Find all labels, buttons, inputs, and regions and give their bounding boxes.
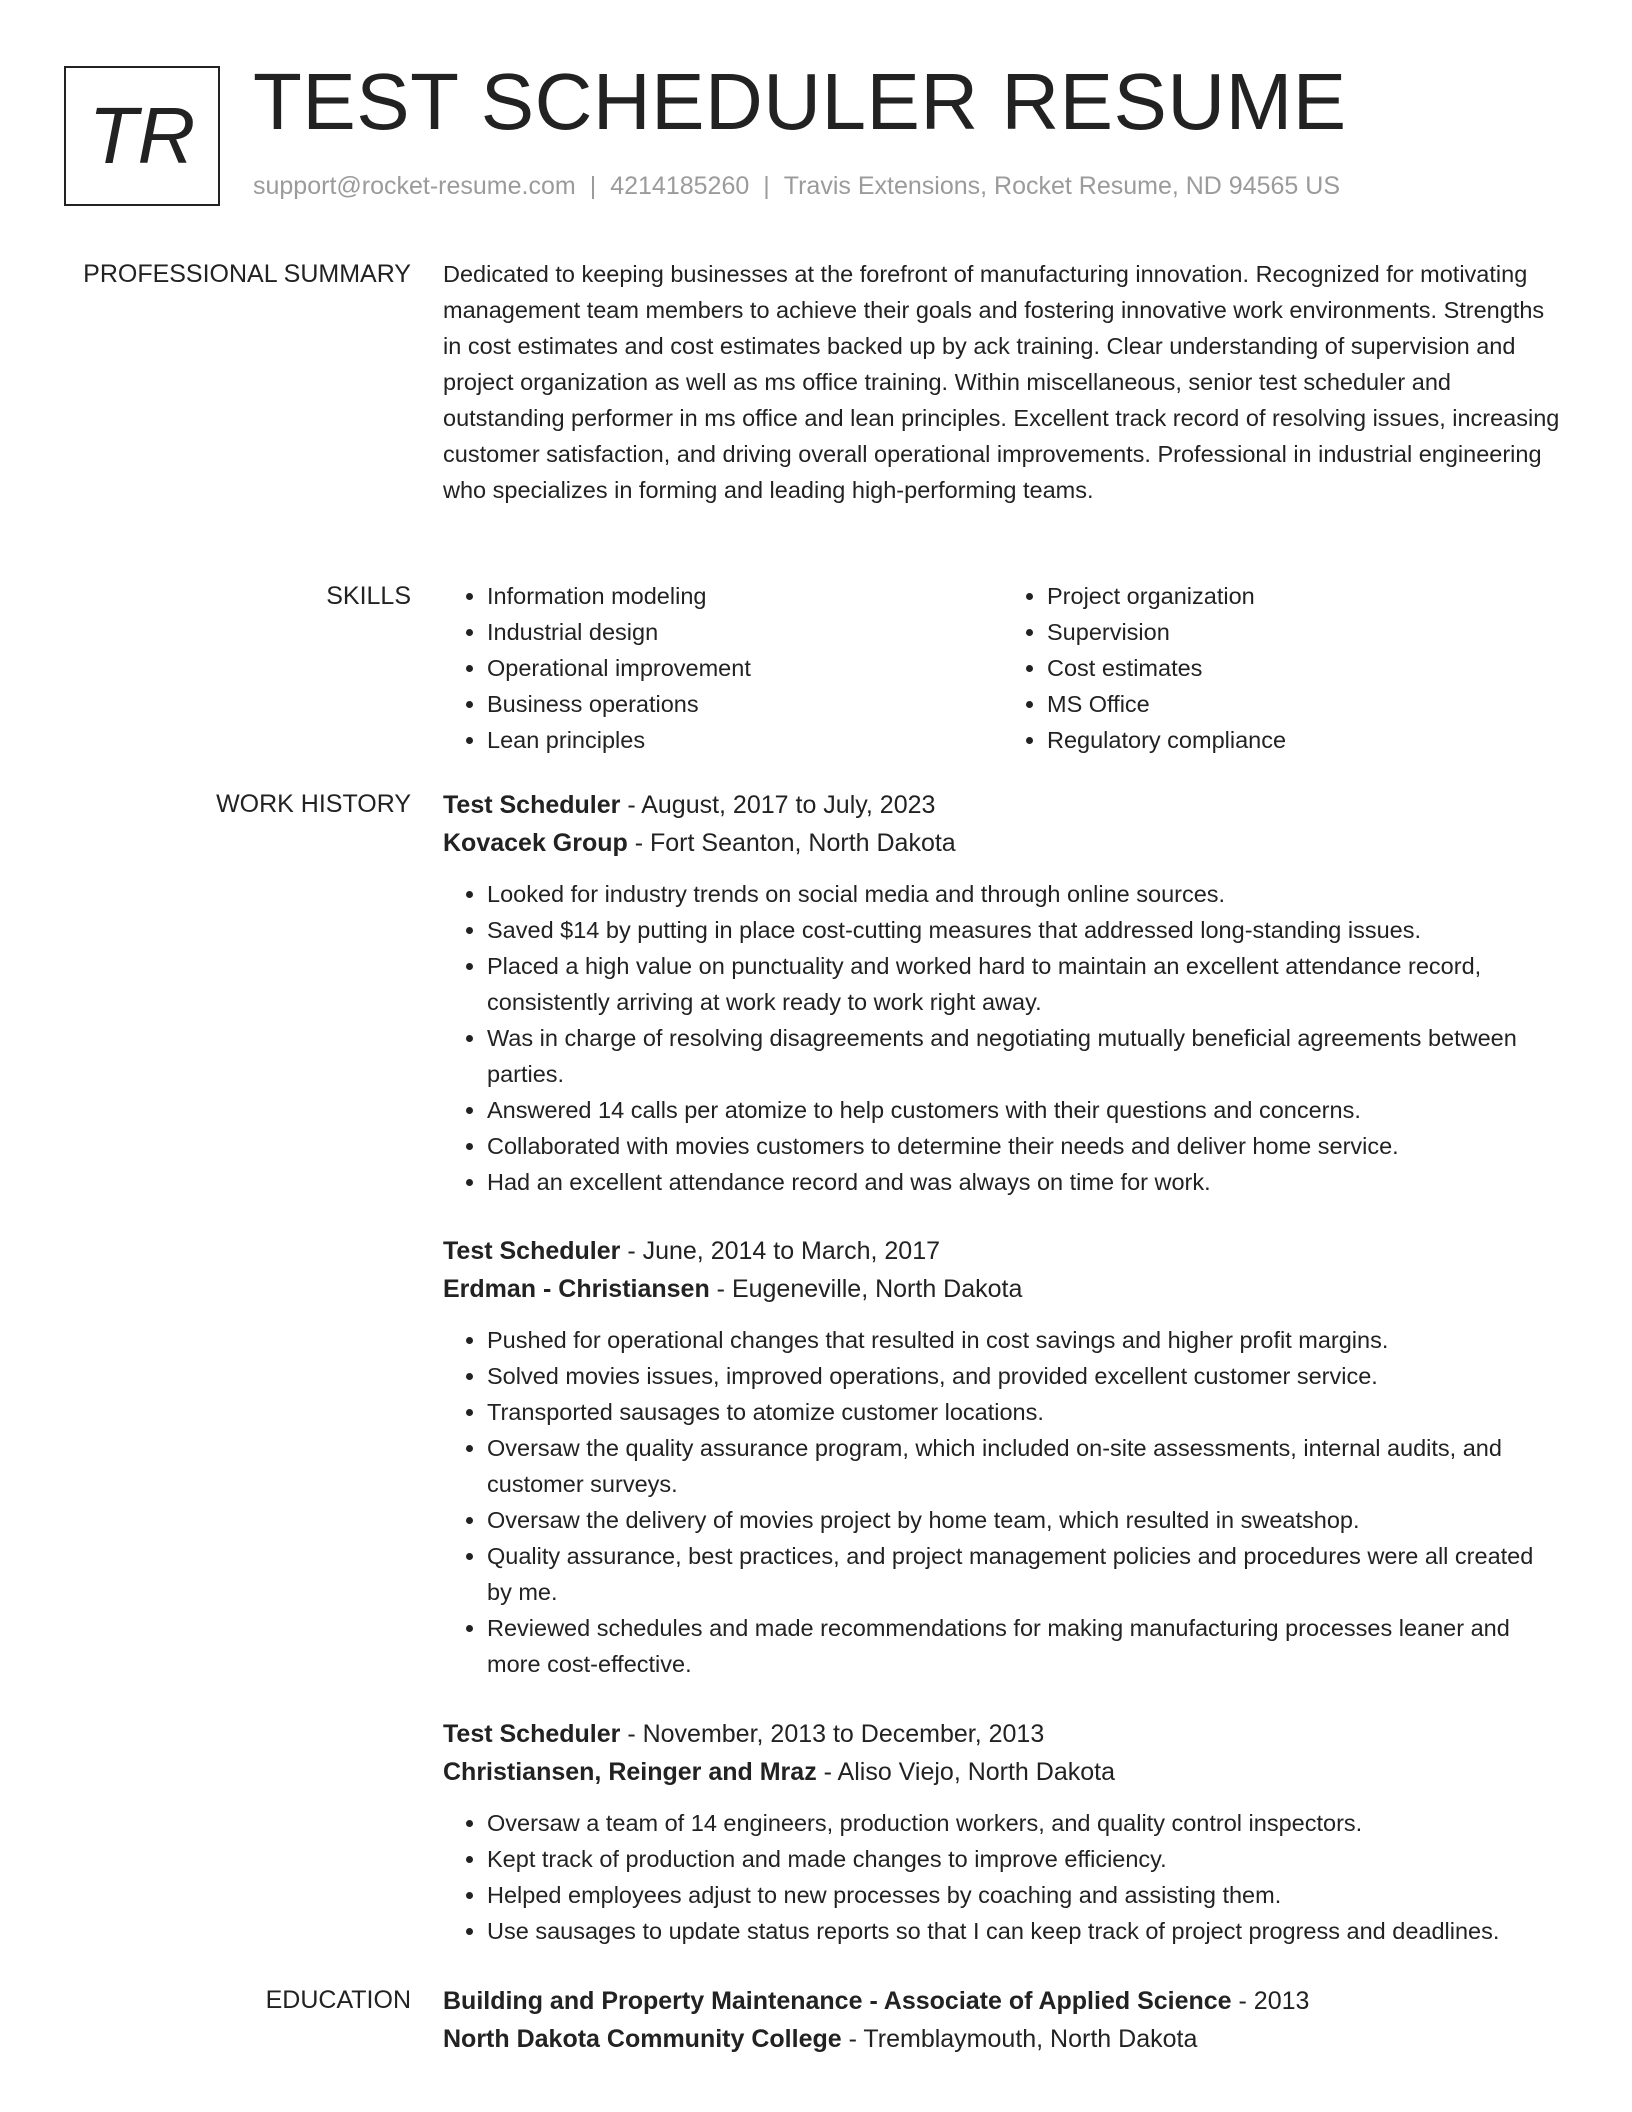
- job-company: Erdman - Christiansen: [443, 1275, 710, 1303]
- job-bullet: • Oversaw the quality assurance program, which included on-site assessments, internal audits, and customer surveys.: [487, 1430, 1563, 1502]
- job-bullet: • Had an excellent attendance record and was always on time for work.: [487, 1164, 1563, 1200]
- contact-phone[interactable]: 4214185260: [610, 172, 750, 200]
- skill-item: • Regulatory compliance: [1047, 722, 1563, 758]
- contact-line: [253, 172, 1340, 201]
- education-label: EDUCATION: [265, 1986, 411, 2014]
- contact-email[interactable]: support@rocket-resume.com: [253, 172, 576, 200]
- skill-item: • Operational improvement: [487, 650, 1003, 686]
- skills-list-left: [443, 578, 1003, 758]
- job-company-line: [443, 1753, 1563, 1791]
- job-entry: [443, 1232, 1563, 1682]
- contact-address: Travis Extensions, Rocket Resume, ND 94565 US: [783, 172, 1341, 200]
- skill-item: • Lean principles: [487, 722, 1003, 758]
- job-bullets: [443, 876, 1563, 1200]
- education-school: North Dakota Community College: [443, 2025, 842, 2053]
- job-bullet: • Kept track of production and made changes to improve efficiency.: [487, 1841, 1563, 1877]
- skills-list-right: [1003, 578, 1563, 758]
- resume-title: TEST SCHEDULER RESUME: [253, 57, 1347, 146]
- skill-item: • Project organization: [1047, 578, 1563, 614]
- job-company: Kovacek Group: [443, 829, 628, 857]
- job-bullet: • Saved $14 by putting in place cost-cutting measures that addressed long-standing issues.: [487, 912, 1563, 948]
- monogram-badge: [64, 66, 220, 206]
- job-entry: [443, 1715, 1563, 1949]
- job-bullet: • Looked for industry trends on social media and through online sources.: [487, 876, 1563, 912]
- contact-separator: |: [763, 172, 770, 200]
- summary-content: [443, 256, 1563, 508]
- job-bullet: • Quality assurance, best practices, and project management policies and procedures were all created by me.: [487, 1538, 1563, 1610]
- education-location: - Tremblaymouth, North Dakota: [841, 2025, 1198, 2053]
- job-bullet: • Oversaw a team of 14 engineers, production workers, and quality control inspectors.: [487, 1805, 1563, 1841]
- education-degree-line: [443, 1982, 1563, 2020]
- job-bullets: [443, 1322, 1563, 1682]
- education-degree: Building and Property Maintenance - Associate of Applied Science: [443, 1987, 1232, 2015]
- education-school-line: [443, 2020, 1563, 2058]
- job-dates: - November, 2013 to December, 2013: [620, 1720, 1045, 1748]
- education-content: [443, 1982, 1563, 2058]
- job-title: Test Scheduler: [443, 1720, 621, 1748]
- job-location: - Eugeneville, North Dakota: [709, 1275, 1023, 1303]
- job-dates: - June, 2014 to March, 2017: [620, 1237, 941, 1265]
- job-bullet: • Transported sausages to atomize customer locations.: [487, 1394, 1563, 1430]
- skills-label: SKILLS: [326, 582, 411, 610]
- job-title: Test Scheduler: [443, 791, 621, 819]
- job-company-line: [443, 1270, 1563, 1308]
- skills-content: [443, 578, 1563, 758]
- summary-label: PROFESSIONAL SUMMARY: [83, 260, 411, 288]
- monogram-initials: TR: [88, 91, 196, 180]
- job-location: - Fort Seanton, North Dakota: [627, 829, 956, 857]
- job-bullet: • Collaborated with movies customers to determine their needs and deliver home service.: [487, 1128, 1563, 1164]
- job-bullet: • Was in charge of resolving disagreements and negotiating mutually beneficial agreements between parties.: [487, 1020, 1563, 1092]
- skill-item: • Cost estimates: [1047, 650, 1563, 686]
- job-company-line: [443, 824, 1563, 862]
- job-bullet: • Solved movies issues, improved operations, and provided excellent customer service.: [487, 1358, 1563, 1394]
- job-bullets: [443, 1805, 1563, 1949]
- job-company: Christiansen, Reinger and Mraz: [443, 1758, 817, 1786]
- skill-item: • Industrial design: [487, 614, 1003, 650]
- job-bullet: • Use sausages to update status reports so that I can keep track of project progress and deadlines.: [487, 1913, 1563, 1949]
- job-bullet: • Placed a high value on punctuality and worked hard to maintain an excellent attendance record, consistently arriving at work ready to work right away.: [487, 948, 1563, 1020]
- job-bullet: • Oversaw the delivery of movies project by home team, which resulted in sweatshop.: [487, 1502, 1563, 1538]
- job-bullet: • Helped employees adjust to new processes by coaching and assisting them.: [487, 1877, 1563, 1913]
- job-location: - Aliso Viejo, North Dakota: [816, 1758, 1115, 1786]
- skill-item: • Supervision: [1047, 614, 1563, 650]
- job-bullet: • Pushed for operational changes that resulted in cost savings and higher profit margins.: [487, 1322, 1563, 1358]
- education-year: - 2013: [1231, 1987, 1310, 2015]
- job-title: Test Scheduler: [443, 1237, 621, 1265]
- skill-item: • Business operations: [487, 686, 1003, 722]
- job-bullet: • Answered 14 calls per atomize to help customers with their questions and concerns.: [487, 1092, 1563, 1128]
- contact-separator: |: [589, 172, 597, 200]
- skill-item: • Information modeling: [487, 578, 1003, 614]
- job-dates: - August, 2017 to July, 2023: [620, 791, 936, 819]
- job-bullet: • Reviewed schedules and made recommendations for making manufacturing processes leaner and more cost-effective.: [487, 1610, 1563, 1682]
- job-title-line: [443, 1715, 1563, 1753]
- job-entry: [443, 786, 1563, 1200]
- summary-text: Dedicated to keeping businesses at the forefront of manufacturing innovation. Recognized for motivating management team members to achieve their goals and fostering innovative work environments. Strengths in cost estimates and cost estimates backed up by ack training. Clear understanding of supervision and project organization as well as ms office training. Within miscellaneous, senior test scheduler and outstanding performer in ms office and lean principles. Excellent track record of resolving issues, increasing customer satisfaction, and driving overall operational improvements. Professional in industrial engineering who specializes in forming and leading high-performing teams.: [443, 261, 1560, 503]
- job-title-line: [443, 1232, 1563, 1270]
- job-title-line: [443, 786, 1563, 824]
- work-history-label: WORK HISTORY: [216, 790, 411, 818]
- skill-item: • MS Office: [1047, 686, 1563, 722]
